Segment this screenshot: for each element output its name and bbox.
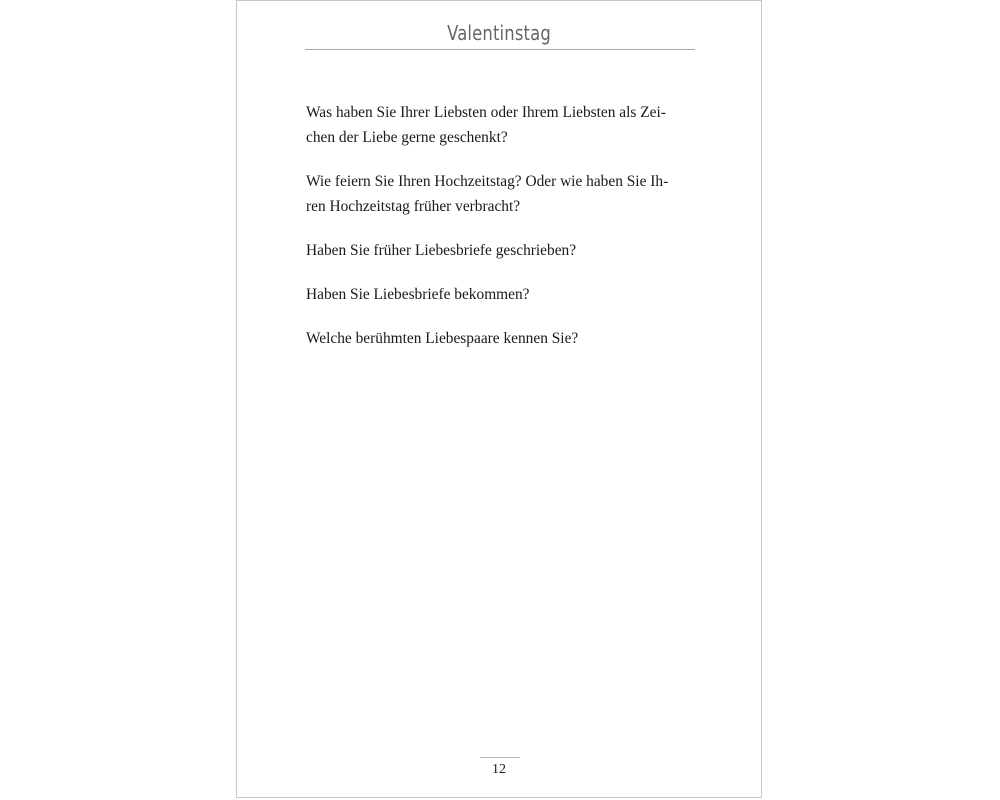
question-3 xyxy=(306,238,695,263)
question-1-line-2: chen der Liebe gerne geschenkt? xyxy=(306,129,508,146)
question-2-line-1: Wie feiern Sie Ihren Hochzeitstag? Oder wie haben Sie Ih- xyxy=(306,173,669,190)
question-4 xyxy=(306,282,695,307)
running-header-title: Valentinstag xyxy=(447,21,551,45)
footer-divider xyxy=(480,757,520,758)
question-5 xyxy=(306,326,695,351)
question-3-line-1: Haben Sie früher Liebesbriefe geschrieben? xyxy=(306,242,577,259)
header-divider xyxy=(305,49,695,50)
question-1 xyxy=(306,100,695,150)
question-5-line-1: Welche berühmten Liebespaare kennen Sie? xyxy=(306,330,579,347)
document-page xyxy=(236,0,762,798)
question-list xyxy=(306,100,695,370)
question-2-line-2: ren Hochzeitstag früher verbracht? xyxy=(306,198,521,215)
page-number: 12 xyxy=(492,762,506,777)
question-4-line-1: Haben Sie Liebesbriefe bekommen? xyxy=(306,286,530,303)
question-2 xyxy=(306,169,695,219)
question-1-line-1: Was haben Sie Ihrer Liebsten oder Ihrem Liebsten als Zei- xyxy=(306,104,666,121)
